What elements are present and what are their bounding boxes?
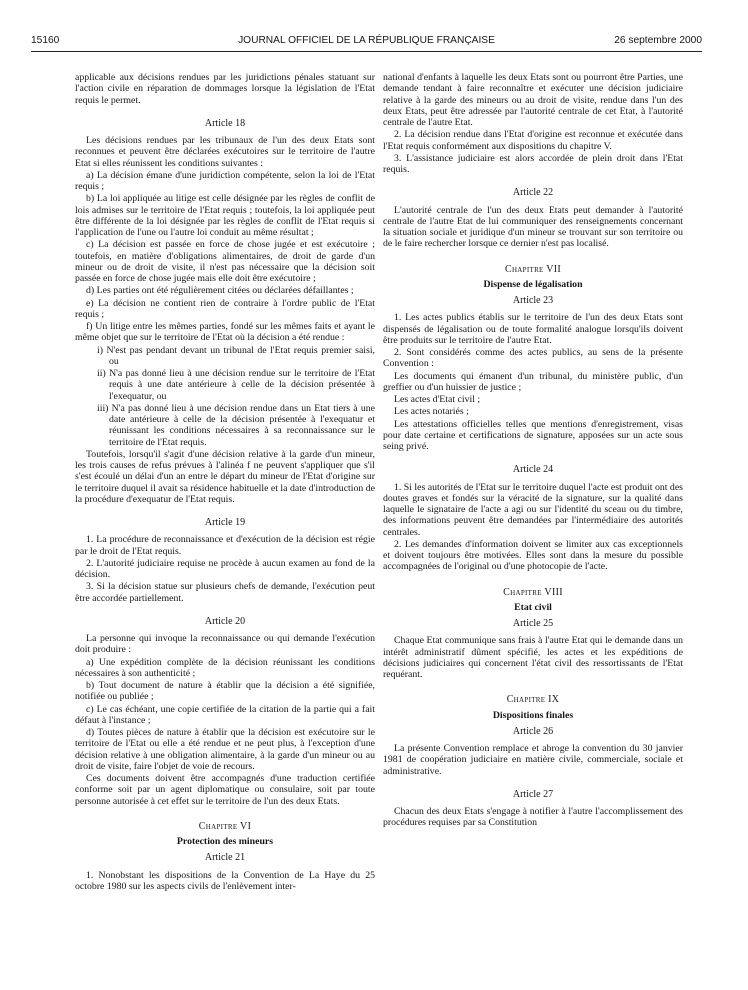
paragraph: 2. L'autorité judiciaire requise ne procède à aucun examen au fond de la décision. (75, 557, 375, 580)
paragraph: c) Le cas échéant, une copie certifiée de la citation de la partie qui a fait défaut à l'instance ; (75, 703, 375, 726)
paragraph: Chacun des deux Etats s'engage à notifier à l'autre l'accomplissement des procédures requises par sa Constitution (383, 806, 683, 829)
paragraph: e) La décision ne contient rien de contraire à l'ordre public de l'Etat requis ; (75, 297, 375, 320)
paragraph: 1. La procédure de reconnaissance et d'exécution de la décision est régie par le droit de l'Etat requis. (75, 534, 375, 557)
paragraph: d) Toutes pièces de nature à établir que la décision est exécutoire sur le territoire de l'Etat ou elle a été rendue et ne peut plus, à l'exception d'une décision relative à une obligation alimentaire, à la garde d'un mineur ou au droit de visite, faire l'objet de voie de recours. (75, 727, 375, 772)
journal-title: JOURNAL OFFICIEL DE LA RÉPUBLIQUE FRANÇAISE (238, 35, 495, 46)
article-heading: Article 18 (204, 117, 246, 129)
chapter-title: Dispositions finales (492, 709, 574, 721)
article-heading: Article 24 (512, 464, 554, 476)
list-item: Les actes d'Etat civil ; (394, 394, 481, 405)
chapter-heading: Chapitre VII (504, 263, 562, 275)
paragraph: 1. Nonobstant les dispositions de la Convention de La Haye du 25 octobre 1980 sur les aspects civils de l'enlèvement inter- (75, 869, 375, 892)
header-rule (31, 51, 702, 52)
paragraph: applicable aux décisions rendues par les juridictions pénales statuant sur l'action civile en réparation de dommages lorsque la législation de l'Etat requis le permet. (75, 72, 375, 106)
article-heading: Article 22 (512, 187, 554, 199)
paragraph: L'autorité centrale de l'un des deux Etats peut demander à l'autorité centrale de l'autre Etat de lui communiquer des renseignements concernant la situation sociale et juridique d'un mineur se trouvant sur son territoire ou de le faire rechercher lorsque ce dernier n'est pas localisé. (383, 204, 683, 250)
paragraph: 3. L'assistance judiciaire est alors accordée de plein droit dans l'Etat requis. (383, 152, 683, 175)
paragraph: f) Un litige entre les mêmes parties, fondé sur les mêmes faits et ayant le même objet que sur le territoire de l'Etat où la décision a été rendue : (75, 321, 375, 344)
paragraph: 1. Si les autorités de l'Etat sur le territoire duquel l'acte est produit ont des doutes graves et fondés sur la véracité de la signature, sur la qualité dans laquelle le signataire de l'acte a agi ou sur l'identité du sceau ou du timbre, des informations peuvent être demandées par l'intermédiaire des autorités centrales. (383, 481, 683, 538)
paragraph: Chaque Etat communique sans frais à l'autre Etat qui le demande dans un intérêt administratif dûment spécifié, les actes et les expéditions de décisions judiciaires qui concernent l'état civil des ressortissants de l'Etat requérant. (383, 635, 683, 680)
paragraph: a) La décision émane d'une juridiction compétente, selon la loi de l'Etat requis ; (75, 169, 375, 192)
right-column (383, 72, 683, 830)
article-heading: Article 23 (512, 295, 554, 306)
chapter-title: Etat civil (514, 601, 552, 613)
paragraph: c) La décision est passée en force de chose jugée et est exécutoire ; toutefois, en matière d'obligations alimentaires, de droit de garde d'un mineur ou de droit de visite, il n'est pas nécessaire que la décision soit passée en force de chose jugée mais elle doit être exécutoire ; (75, 239, 375, 284)
chapter-heading: Chapitre VIII (503, 586, 563, 598)
article-heading: Article 25 (512, 618, 554, 629)
paragraph: La présente Convention remplace et abroge la convention du 30 janvier 1981 de coopération judiciaire en matière civile, commerciale, sociale et administrative. (383, 743, 683, 777)
chapter-heading: Chapitre IX (506, 694, 560, 706)
list-item: ii) N'a pas donné lieu à une décision rendue sur le territoire de l'Etat requis à une date antérieure à celle de la décision présentée à l'exequatur, ou (97, 368, 375, 402)
paragraph: b) Tout document de nature à établir que la décision a été signifiée, notifiée ou publiée ; (75, 680, 375, 703)
page-header (31, 35, 702, 51)
paragraph: d) Les parties ont été régulièrement citées ou déclarées défaillantes ; (86, 285, 354, 297)
list-item: Les attestations officielles telles que mentions d'enregistrement, visas pour date certaine et certifications de signature, apposées sur un acte sous seing privé. (383, 418, 683, 452)
paragraph: 2. La décision rendue dans l'Etat d'origine est reconnue et exécutée dans l'Etat requis conformément aux dispositions du chapitre V. (383, 129, 683, 152)
article-heading: Article 21 (204, 852, 246, 864)
page-number: 15160 (31, 35, 60, 46)
publication-date: 26 septembre 2000 (614, 35, 702, 46)
article-heading: Article 19 (204, 517, 246, 528)
chapter-title: Dispense de légalisation (483, 278, 583, 290)
list-item: i) N'est pas pendant devant un tribunal de l'Etat requis premier saisi, ou (97, 344, 375, 367)
chapter-title: Protection des mineurs (176, 836, 274, 847)
list-item: Les actes notariés ; (394, 406, 469, 418)
article-heading: Article 20 (204, 615, 246, 627)
paragraph: national d'enfants à laquelle les deux Etats sont ou pourront être Parties, une demande tendant à faire reconnaître et exécuter une décision judiciaire relative à la garde des mineurs ou au droit de visite, rendue dans l'un des deux Etats, peut être adressée par l'autorité centrale de cet Etat, à l'autorité centrale de l'autre Etat. (383, 72, 683, 128)
paragraph: 2. Sont considérés comme des actes publics, au sens de la présente Convention : (383, 347, 683, 370)
article-heading: Article 27 (512, 788, 554, 800)
chapter-heading: Chapitre VI (198, 820, 252, 832)
left-column (75, 72, 375, 893)
article-heading: Article 26 (512, 725, 554, 737)
paragraph: 2. Les demandes d'information doivent se limiter aux cas exceptionnels et doivent toujours être motivées. Elles sont dans la mesure du possible accompagnées de l'original ou d'une photocopie de l'acte. (383, 538, 683, 573)
list-item: iii) N'a pas donné lieu à une décision rendue dans un Etat tiers à une date antérieure à celle de la décision présentée à l'exequatur et réunissant les conditions nécessaires à sa reconnaissance sur le territoire de l'Etat requis. (97, 402, 375, 448)
list-item: Les documents qui émanent d'un tribunal, du ministère public, d'un greffier ou d'un huissier de justice ; (383, 370, 683, 393)
paragraph: Toutefois, lorsqu'il s'agit d'une décision relative à la garde d'un mineur, les trois causes de refus prévues à l'alinéa f ne peuvent s'appliquer que s'il s'est écoulé un délai d'un an entre le départ du mineur de l'Etat d'origine sur le territoire duquel il avait sa résidence habituelle et la date d'introduction de la procédure d'exequatur de l'Etat requis. (75, 448, 375, 505)
paragraph: Les décisions rendues par les tribunaux de l'un des deux Etats sont reconnues et peuvent être déclarées exécutoires sur le territoire de l'autre Etat si elles réunissent les conditions suivantes : (75, 135, 375, 169)
paragraph: Ces documents doivent être accompagnés d'une traduction certifiée conforme soit par un agent diplomatique ou consulaire, soit par toute personne autorisée à cet effet sur le territoire de l'un des deux Etats. (75, 773, 375, 807)
paragraph: a) Une expédition complète de la décision réunissant les conditions nécessaires à son authenticité ; (75, 656, 375, 679)
paragraph: La personne qui invoque la reconnaissance ou qui demande l'exécution doit produire : (75, 633, 375, 656)
paragraph: 1. Les actes publics établis sur le territoire de l'un des deux Etats sont dispensés de légalisation ou de toute formalité analogue lorsqu'ils doivent être produits sur le territoire de l'autre Etat. (383, 312, 683, 346)
paragraph: 3. Si la décision statue sur plusieurs chefs de demande, l'exécution peut être accordée partiellement. (75, 581, 375, 604)
paragraph: b) La loi appliquée au litige est celle désignée par les règles de conflit de lois admises sur le territoire de l'Etat requis ; toutefois, la loi appliquée peut être différente de la loi désignée par les règles de conflit de l'Etat requis si l'application de l'une ou l'autre loi conduit au même résultat ; (75, 193, 375, 238)
